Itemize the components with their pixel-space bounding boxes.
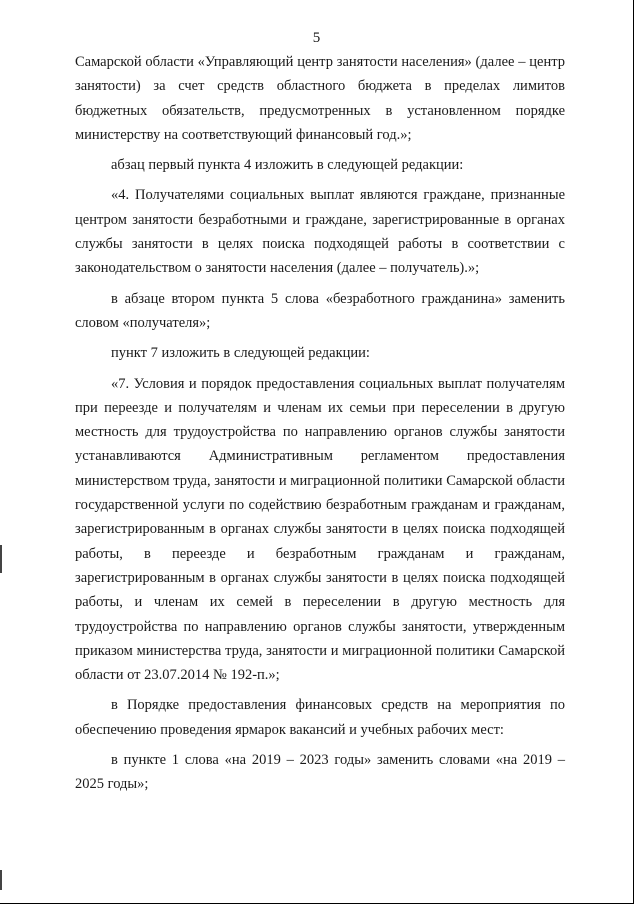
- paragraph: абзац первый пункта 4 изложить в следующей редакции:: [111, 157, 464, 174]
- paragraph: пункт 7 изложить в следующей редакции:: [111, 345, 370, 362]
- paragraph: в Порядке предоставления финансовых средств на мероприятия по обеспечению проведения ярмарок вакансий и учебных рабочих мест:: [75, 697, 565, 738]
- paragraph: «4. Получателями социальных выплат являются граждане, признанные центром занятости безработными и граждане, зарегистрированные в органах службы занятости в целях поиска подходящей работы в соответствии с законодательством о занятости населения (далее – получатель).»;: [75, 187, 565, 277]
- paragraph: в абзаце втором пункта 5 слова «безработного гражданина» заменить словом «получателя»;: [75, 290, 565, 331]
- scan-edge-mark: [0, 545, 2, 573]
- paragraph: «7. Условия и порядок предоставления социальных выплат получателям при переезде и получателям и членам их семьи при переселении в другую местность для трудоустройства по направлению органов службы занятости устанавливаются Административным регламентом предоставления министерством труда, занятости и миграционной политики Самарской области государственной услуги по содействию безработным гражданам и гражданам, зарегистрированным в органах службы занятости в целях поиска подходящей работы, в переезде и безработным гражданам и гражданам, зарегистрированным в органах службы занятости в целях поиска подходящей работы, и членам их семей в переселении в другую местность для трудоустройства по направлению органов службы занятости, утвержденным приказом министерства труда, занятости и миграционной политики Самарской области от 23.07.2014 № 192-п.»;: [75, 375, 565, 684]
- page-number: 5: [312, 30, 321, 46]
- scan-edge-mark: [0, 870, 2, 890]
- document-body: [75, 50, 565, 797]
- paragraph: в пункте 1 слова «на 2019 – 2023 годы» заменить словами «на 2019 – 2025 годы»;: [75, 752, 565, 793]
- paragraph: Самарской области «Управляющий центр занятости населения» (далее – центр занятости) за счет средств областного бюджета в пределах лимитов бюджетных обязательств, предусмотренных в установленном порядке министерству на соответствующий финансовый год.»;: [75, 54, 565, 143]
